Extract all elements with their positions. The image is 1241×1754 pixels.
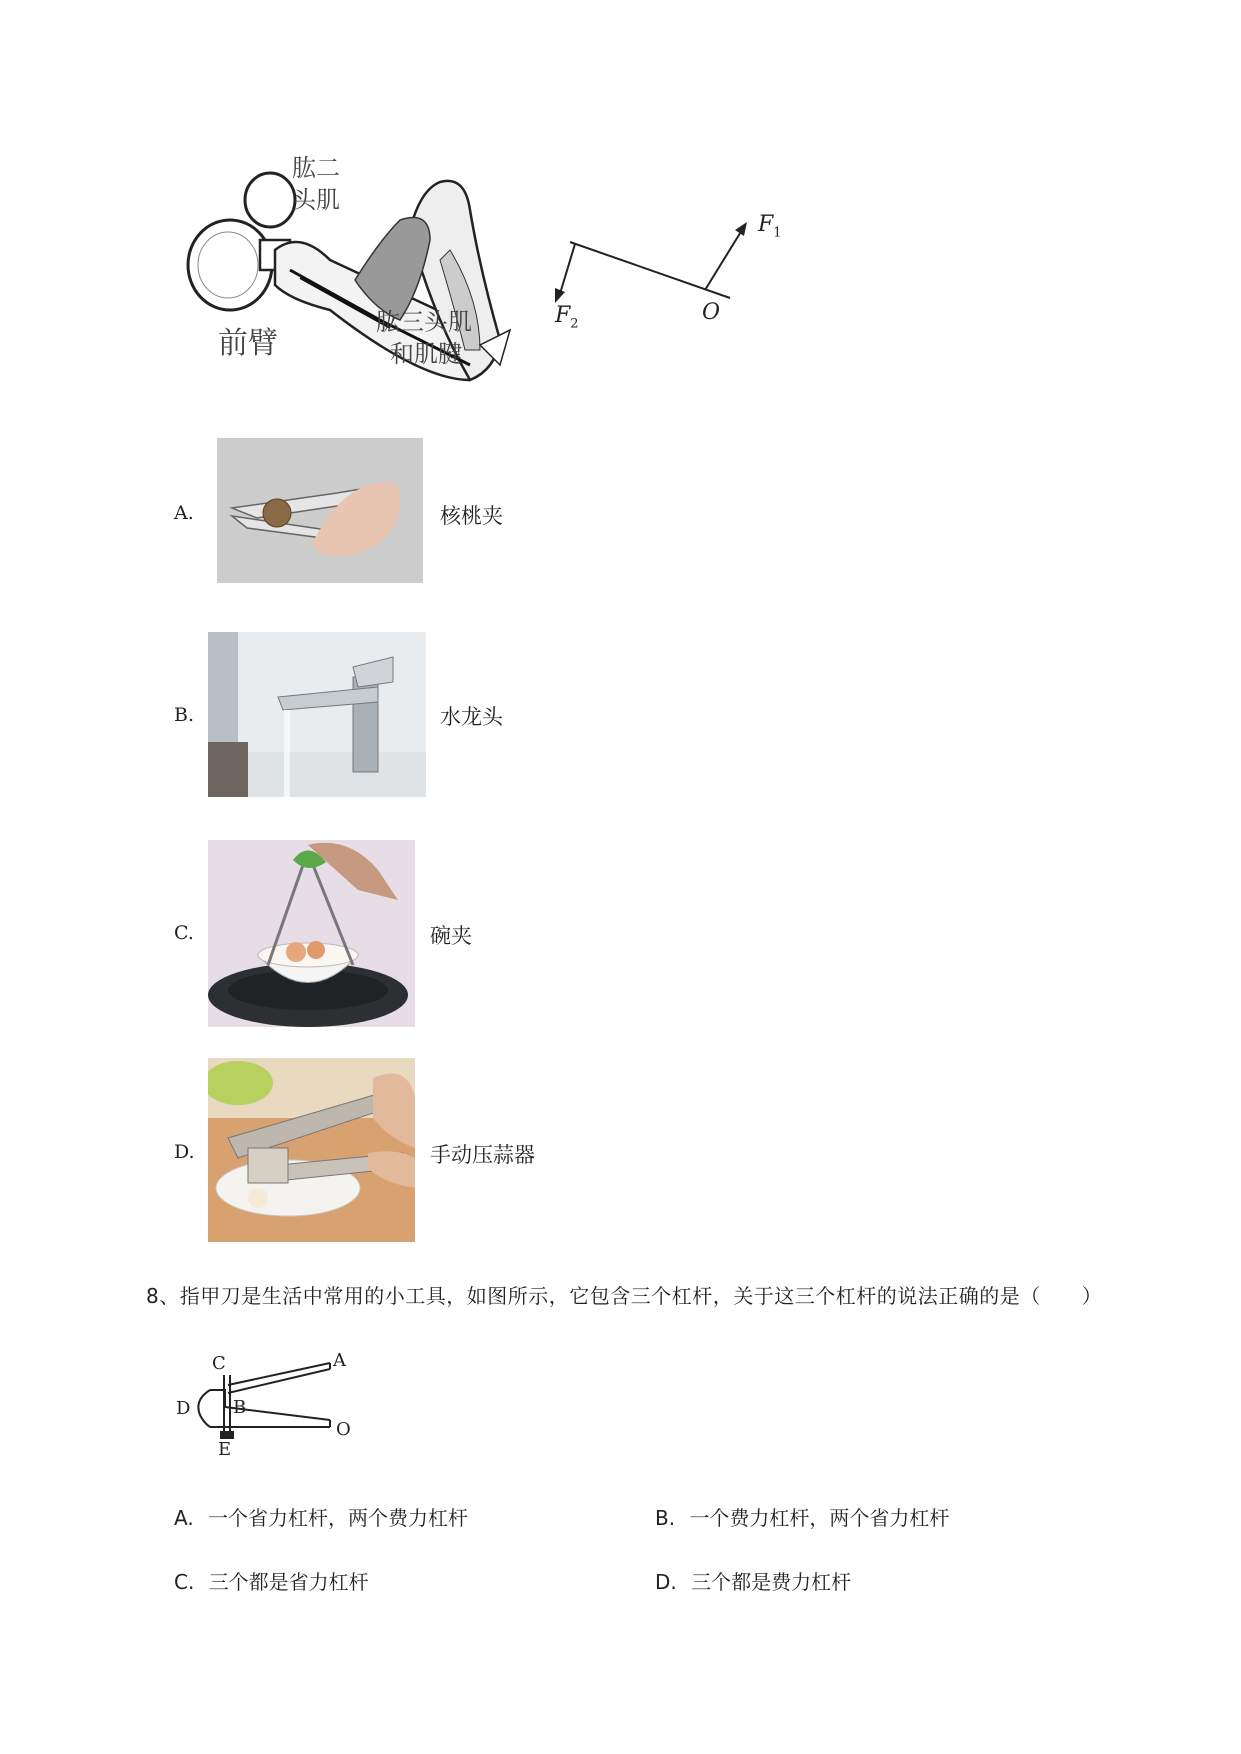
triceps-label-line2: 和肌腱: [390, 340, 462, 368]
f2-label: $F_2$: [555, 303, 579, 332]
clipper-label-b: B: [233, 1397, 247, 1418]
triceps-label-line1: 肱三头肌: [376, 308, 472, 336]
garlic-press-photo: [208, 1058, 415, 1242]
lever-diagram: [545, 200, 805, 350]
q8-option-b-text: 一个费力杠杆，两个省力杠杆: [689, 1506, 950, 1530]
biceps-label-line1: 肱二: [292, 154, 340, 182]
f1-label: $F_1$: [758, 212, 782, 241]
clipper-label-e: E: [218, 1439, 232, 1460]
walnut-cracker-photo: [217, 438, 423, 583]
faucet-photo: [208, 632, 426, 797]
q8-option-d-letter: D.: [655, 1570, 677, 1594]
q8-option-d[interactable]: [655, 1566, 851, 1595]
q8-option-c[interactable]: [174, 1566, 369, 1595]
q8-option-a-letter: A.: [174, 1506, 194, 1530]
q8-option-a[interactable]: [174, 1502, 468, 1531]
q8-option-a-text: 一个省力杠杆，两个费力杠杆: [208, 1506, 469, 1530]
clipper-label-o: O: [336, 1419, 351, 1440]
option-c-caption: 碗夹: [430, 924, 472, 948]
nail-clipper-figure: [170, 1345, 370, 1460]
q8-option-c-text: 三个都是省力杠杆: [208, 1570, 369, 1594]
clipper-label-a: A: [333, 1350, 346, 1371]
option-d-letter: D.: [174, 1141, 195, 1163]
arm-drawing: [180, 150, 540, 410]
q8-option-d-text: 三个都是费力杠杆: [691, 1570, 852, 1594]
arm-figure: [180, 150, 540, 410]
q8-option-c-letter: C.: [174, 1570, 195, 1594]
q8-option-b-letter: B.: [655, 1506, 676, 1530]
f1-arrow: [705, 230, 742, 290]
biceps-label-line2: 头肌: [292, 186, 340, 214]
option-c-letter: C.: [174, 922, 194, 944]
option-a-letter: A.: [174, 502, 194, 524]
option-d-caption: 手动压蒜器: [430, 1143, 535, 1167]
option-b-caption: 水龙头: [440, 705, 503, 729]
question-8-text: 8、指甲刀是生活中常用的小工具，如图所示，它包含三个杠杆，关于这三个杠杆的说法正确的是（ ）: [146, 1284, 1103, 1308]
q8-option-b[interactable]: [655, 1502, 949, 1531]
option-b-letter: B.: [174, 704, 195, 726]
option-a-caption: 核桃夹: [440, 504, 503, 528]
forearm-label: 前臂: [218, 326, 278, 361]
f2-arrow: [559, 244, 575, 297]
bowl-clip-photo: [208, 840, 415, 1027]
clipper-label-d: D: [176, 1398, 191, 1419]
pivot-label: O: [702, 300, 721, 325]
clipper-label-c: C: [212, 1353, 226, 1374]
